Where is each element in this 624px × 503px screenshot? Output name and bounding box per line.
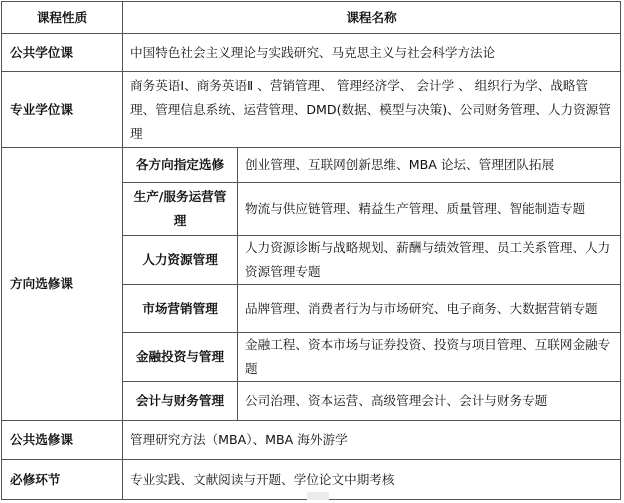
sub-courses-accounting: 公司治理、资本运营、高级管理会计、会计与财务专题 — [237, 381, 621, 421]
row-label-major-degree: 专业学位课 — [1, 71, 123, 148]
row-label-direction-elective: 方向选修课 — [1, 147, 123, 421]
row-courses-major-degree: 商务英语Ⅰ、商务英语Ⅱ 、营销管理、 管理经济学、 会计学 、 组织行为学、战略管理、管理信息系统、运营管理、DMD(数据、模型与决策)、公司财务管理、人力资源管理 — [122, 71, 621, 148]
sub-label-marketing: 市场营销管理 — [122, 284, 238, 333]
sub-courses-designated: 创业管理、互联网创新思维、MBA 论坛、管理团队拓展 — [237, 147, 621, 183]
row-courses-public-degree: 中国特色社会主义理论与实践研究、马克思主义与社会科学方法论 — [122, 33, 621, 72]
sub-label-accounting: 会计与财务管理 — [122, 381, 238, 421]
row-label-public-degree: 公共学位课 — [1, 33, 123, 72]
sub-label-operations: 生产/服务运营管理 — [122, 182, 238, 236]
curriculum-table — [1, 1, 621, 500]
row-courses-required: 专业实践、文献阅读与开题、学位论文中期考核 — [122, 459, 621, 500]
sub-courses-operations: 物流与供应链管理、精益生产管理、质量管理、智能制造专题 — [237, 182, 621, 236]
sub-label-hr: 人力资源管理 — [122, 235, 238, 285]
bottom-artifact — [307, 492, 329, 500]
header-course-name: 课程名称 — [122, 1, 621, 34]
header-course-type: 课程性质 — [1, 1, 123, 34]
sub-courses-finance: 金融工程、资本市场与证券投资、投资与项目管理、互联网金融专题 — [237, 332, 621, 382]
sub-label-finance: 金融投资与管理 — [122, 332, 238, 382]
row-label-required: 必修环节 — [1, 459, 123, 500]
row-label-public-elective: 公共选修课 — [1, 420, 123, 460]
sub-courses-marketing: 品牌管理、消费者行为与市场研究、电子商务、大数据营销专题 — [237, 284, 621, 333]
row-courses-public-elective: 管理研究方法（MBA）、MBA 海外游学 — [122, 420, 621, 460]
sub-label-designated: 各方向指定选修 — [122, 147, 238, 183]
sub-courses-hr: 人力资源诊断与战略规划、薪酬与绩效管理、员工关系管理、人力资源管理专题 — [237, 235, 621, 285]
